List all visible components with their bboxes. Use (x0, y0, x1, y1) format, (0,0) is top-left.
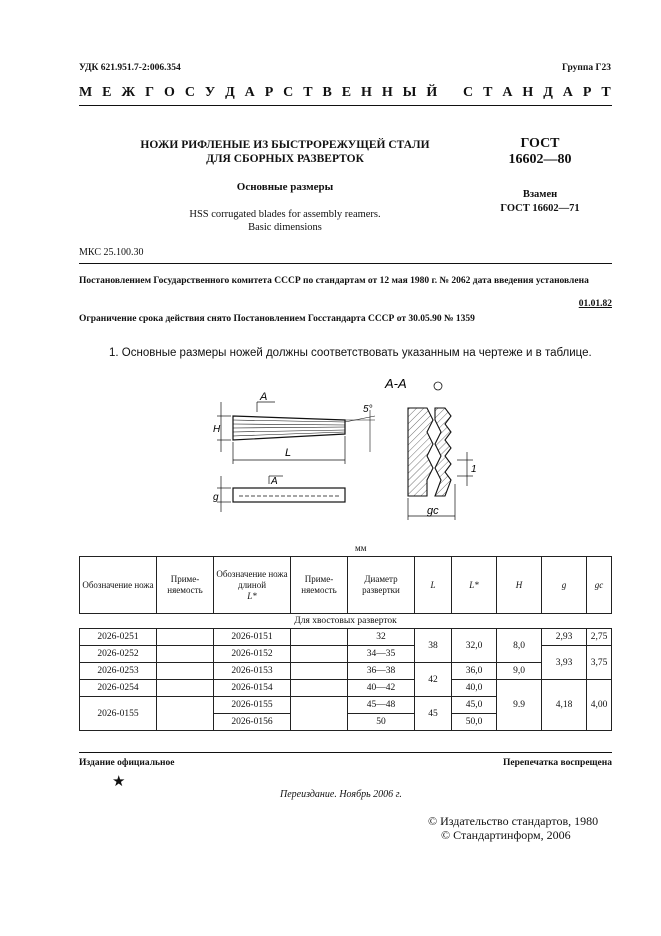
cell: 2026-0155 (214, 697, 291, 714)
cell: 9.9 (497, 680, 542, 731)
label-h: H (213, 424, 221, 435)
cell (291, 646, 348, 663)
th-blade-long-lstar: L* (247, 590, 257, 601)
heading-letter: Д (225, 85, 235, 100)
cell: 2026-0152 (214, 646, 291, 663)
section-title: A-A (385, 376, 407, 391)
title-line-1: НОЖИ РИФЛЕНЫЕ ИЗ БЫСТРОРЕЖУЩЕЙ СТАЛИ (140, 139, 430, 151)
limit-text: Ограничение срока действия снято Постановлением Госстандарта СССР от 30.05.90 № 1359 (79, 314, 475, 324)
heading-letter: Й (426, 85, 438, 100)
cell: 32,0 (452, 629, 497, 663)
dimensions-table (79, 556, 612, 731)
heading-letter: С (463, 85, 474, 100)
group-code: Группа Г23 (562, 63, 611, 73)
heading-letter: А (502, 85, 513, 100)
cell: 8,0 (497, 629, 542, 663)
gost-number (470, 136, 610, 168)
th-gc: gc (587, 557, 612, 614)
label-a-bottom: A (271, 476, 278, 487)
heading-letter: Н (361, 85, 372, 100)
th-blade-long-text: Обозначение ножа длиной (216, 568, 288, 590)
th-diameter: Диаметр развертки (348, 557, 415, 614)
heading-letter: Ж (121, 85, 136, 100)
replaces-code: ГОСТ 16602—71 (500, 203, 580, 214)
cell: 36,0 (452, 663, 497, 680)
cell (291, 680, 348, 697)
cell: 40—42 (348, 680, 415, 697)
cell: 2026-0251 (80, 629, 157, 646)
udk-code: УДК 621.951.7-2:006.354 (79, 63, 181, 73)
star-icon: ★ (112, 774, 126, 790)
heading-letter: Д (543, 85, 553, 100)
heading-letter (447, 85, 453, 101)
heading-letter: Т (601, 85, 611, 100)
heading-letter: Т (303, 85, 313, 100)
gost-code: 16602—80 (508, 152, 572, 167)
cell: 45—48 (348, 697, 415, 714)
cell: 45,0 (452, 697, 497, 714)
section-label: Для хвостовых разверток (80, 614, 612, 629)
units-label: мм (355, 543, 367, 553)
heading-letter: Ы (402, 85, 417, 100)
heading-letter: М (79, 85, 93, 100)
heading-letter: С (184, 85, 195, 100)
cell: 50,0 (452, 714, 497, 731)
cell: 50 (348, 714, 415, 731)
cell: 2026-0151 (214, 629, 291, 646)
label-angle: 5° (363, 404, 373, 415)
cell: 2,75 (587, 629, 612, 646)
cell: 2,93 (542, 629, 587, 646)
title-line-2: ДЛЯ СБОРНЫХ РАЗВЕРТОК (206, 153, 364, 165)
cell (291, 663, 348, 680)
th-g: g (542, 557, 587, 614)
cell: 4,18 (542, 680, 587, 731)
heading-letter: Е (341, 85, 352, 100)
cell: 2026-0254 (80, 680, 157, 697)
footer-rule (79, 752, 612, 753)
cell: 2026-0253 (80, 663, 157, 680)
reprint-prohibited: Перепечатка воспрещена (502, 758, 612, 768)
th-blade-code: Обозначение ножа (80, 557, 157, 614)
heading-letter: А (244, 85, 255, 100)
table-row (80, 629, 612, 646)
label-g: g (213, 492, 219, 503)
heading-letter: Т (483, 85, 493, 100)
cell (157, 646, 214, 663)
mks-code: МКС 25.100.30 (79, 247, 144, 258)
label-l: L (285, 447, 292, 459)
heading-letter: А (562, 85, 573, 100)
cell: 34—35 (348, 646, 415, 663)
roughness-mark (434, 382, 442, 390)
side-view (217, 402, 375, 464)
decree-text: Постановлением Государственного комитета СССР по стандартам от 12 мая 1980 г. № 2062 дата введения установлена (79, 276, 589, 286)
table-header-row (80, 557, 612, 614)
cell: 2026-0155 (80, 697, 157, 731)
label-gc: gc (427, 505, 439, 517)
section-view (408, 408, 473, 520)
decree-date: 01.01.82 (578, 299, 612, 309)
copyright-2: © Стандартинформ, 2006 (441, 828, 571, 842)
cell (157, 680, 214, 697)
th-l: L (415, 557, 452, 614)
th-blade-long (214, 557, 291, 614)
cell: 32 (348, 629, 415, 646)
cell: 38 (415, 629, 452, 663)
document-title (110, 138, 460, 166)
cell: 3,75 (587, 646, 612, 680)
cell: 2026-0156 (214, 714, 291, 731)
cell (291, 629, 348, 646)
mks-rule (79, 263, 612, 264)
gost-label: ГОСТ (520, 136, 560, 151)
cell: 2026-0153 (214, 663, 291, 680)
heading-letter: С (283, 85, 294, 100)
th-lstar: L* (452, 557, 497, 614)
cell: 36—38 (348, 663, 415, 680)
label-a-top: A (260, 391, 268, 403)
heading-letter: Р (582, 85, 592, 100)
th-h: H (497, 557, 542, 614)
heading-letter: Н (381, 85, 393, 100)
top-rule (79, 105, 612, 106)
copyright-1: © Издательство стандартов, 1980 (428, 814, 599, 828)
heading-letter: Е (102, 85, 112, 100)
replaces-block (470, 188, 610, 216)
cell (157, 663, 214, 680)
official-edition: Издание официальное (79, 758, 175, 768)
label-1: 1 (471, 464, 477, 475)
english-title (110, 208, 460, 234)
top-view (217, 476, 345, 512)
english-line-1: HSS corrugated blades for assembly reamers. (189, 209, 381, 220)
table-row (80, 680, 612, 697)
cell: 45 (415, 697, 452, 731)
cell: 42 (415, 663, 452, 697)
cell: 3,93 (542, 646, 587, 680)
cell: 4,00 (587, 680, 612, 731)
paragraph-1: 1. Основные размеры ножей должны соответствовать указанным на чертеже и в таблице. (109, 347, 592, 359)
heading-letter: О (164, 85, 175, 100)
english-line-2: Basic dimensions (248, 222, 322, 233)
cell: 2026-0252 (80, 646, 157, 663)
cell (157, 629, 214, 646)
section-row (80, 614, 612, 629)
cell: 40,0 (452, 680, 497, 697)
cell: 9,0 (497, 663, 542, 680)
heading-letter: Н (522, 85, 534, 100)
table-row (80, 663, 612, 680)
subtitle: Основные размеры (236, 181, 334, 193)
cell (291, 697, 348, 731)
cell (157, 697, 214, 731)
interstate-standard-heading (79, 85, 611, 101)
th-use-2: Приме-няемость (291, 557, 348, 614)
heading-letter: Р (264, 85, 274, 100)
heading-letter: Г (145, 85, 155, 100)
cell: 2026-0154 (214, 680, 291, 697)
blade-drawing (205, 372, 485, 532)
th-use-1: Приме-няемость (157, 557, 214, 614)
heading-letter: В (322, 85, 332, 100)
heading-letter: У (204, 85, 216, 100)
reissue-note: Переиздание. Ноябрь 2006 г. (280, 789, 402, 800)
replaces-label: Взамен (522, 189, 558, 200)
